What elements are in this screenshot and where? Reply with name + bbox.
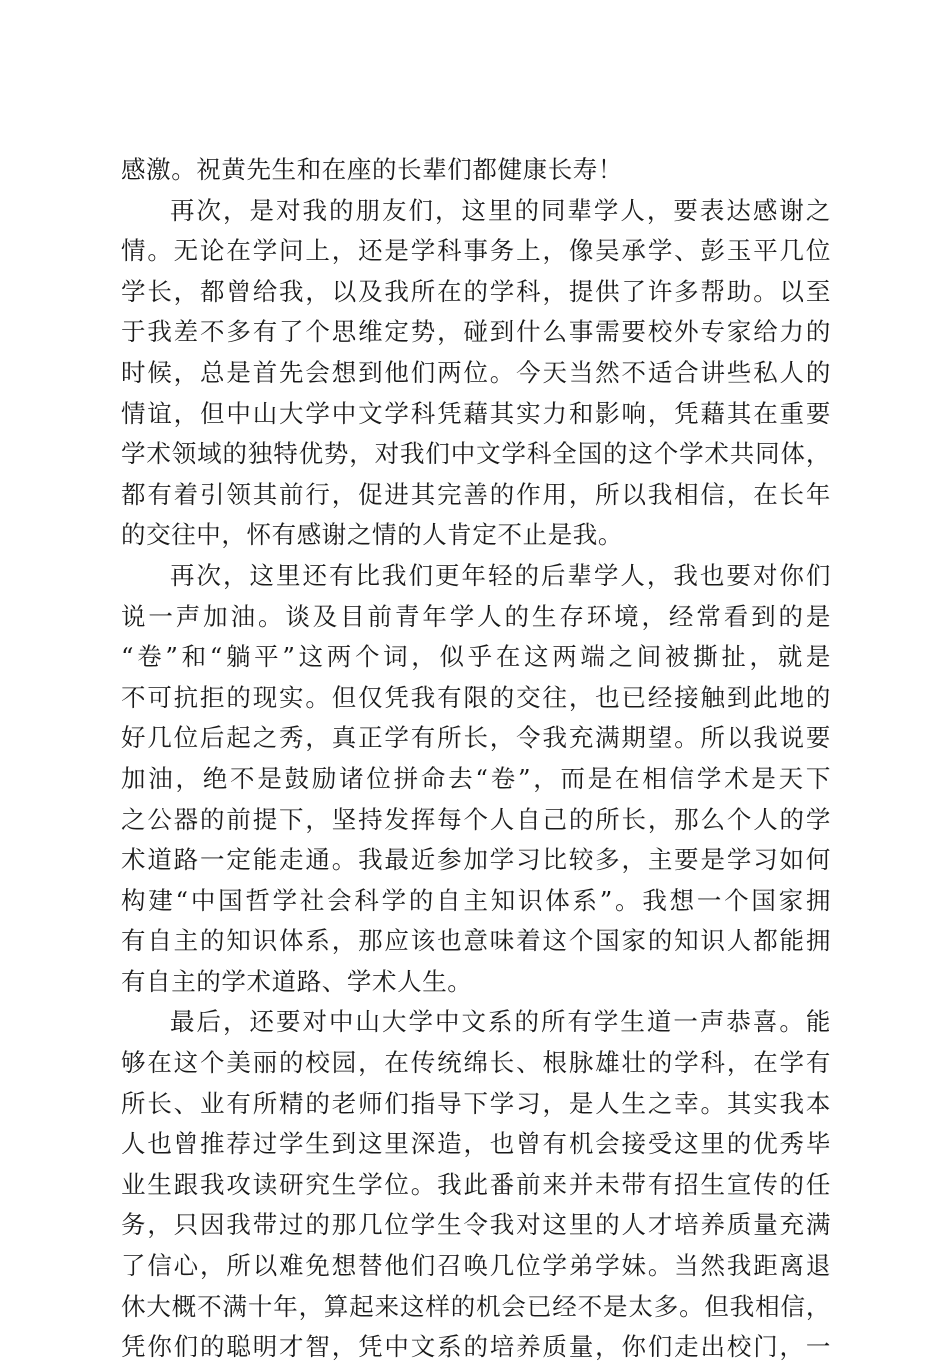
text-line: 于我差不多有了个思维定势，碰到什么事需要校外专家给力的 (121, 317, 831, 347)
text-line: 之公器的前提下，坚持发挥每个人自己的所长，那么个人的学 (121, 804, 831, 834)
text-line: 学长，都曾给我，以及我所在的学科，提供了许多帮助。以至 (121, 276, 831, 306)
text-line: 不可抗拒的现实。但仅凭我有限的交往，也已经接触到此地的 (121, 682, 831, 712)
text-line: 学术领域的独特优势，对我们中文学科全国的这个学术共同体， (121, 439, 831, 469)
text-line: 都有着引领其前行，促进其完善的作用，所以我相信，在长年 (121, 479, 831, 509)
text-line: 务，只因我带过的那几位学生令我对这里的人才培养质量充满 (121, 1210, 831, 1240)
text-line: 加油，绝不是鼓励诸位拼命去“卷”，而是在相信学术是天下 (121, 763, 831, 793)
text-line: 够在这个美丽的校园，在传统绵长、根脉雄壮的学科，在学有 (121, 1048, 831, 1078)
text-line: 时候，总是首先会想到他们两位。今天当然不适合讲些私人的 (121, 357, 831, 387)
text-line: “卷”和“躺平”这两个词，似乎在这两端之间被撕扯，就是 (121, 642, 831, 672)
text-line: 了信心，所以难免想替他们召唤几位学弟学妹。当然我距离退 (121, 1251, 831, 1281)
text-line: 感激。祝黄先生和在座的长辈们都健康长寿！ (121, 155, 623, 184)
text-line: 构建“中国哲学社会科学的自主知识体系”。我想一个国家拥 (121, 885, 831, 915)
text-line: 术道路一定能走通。我最近参加学习比较多，主要是学习如何 (121, 845, 831, 875)
body-text (121, 150, 831, 1368)
text-line: 人也曾推荐过学生到这里深造，也曾有机会接受这里的优秀毕 (121, 1129, 831, 1159)
text-line: 的交往中，怀有感谢之情的人肯定不止是我。 (121, 520, 623, 550)
text-line: 说一声加油。谈及目前青年学人的生存环境，经常看到的是 (121, 601, 831, 631)
text-line: 情。无论在学问上，还是学科事务上，像吴承学、彭玉平几位 (121, 236, 831, 266)
text-line: 所长、业有所精的老师们指导下学习，是人生之幸。其实我本 (121, 1088, 831, 1118)
text-line: 业生跟我攻读研究生学位。我此番前来并未带有招生宣传的任 (121, 1169, 831, 1199)
text-line: 情谊，但中山大学中文学科凭藉其实力和影响，凭藉其在重要 (121, 398, 831, 428)
paragraph-start-line: 最后，还要对中山大学中文系的所有学生道一声恭喜。能 (170, 1007, 831, 1037)
paragraph-start-line: 再次，这里还有比我们更年轻的后辈学人，我也要对你们 (170, 560, 831, 590)
text-line: 有自主的知识体系，那应该也意味着这个国家的知识人都能拥 (121, 926, 831, 956)
text-line: 休大概不满十年，算起来这样的机会已经不是太多。但我相信， (121, 1291, 831, 1321)
text-line: 凭你们的聪明才智，凭中文系的培养质量，你们走出校门，一 (121, 1332, 831, 1362)
text-line: 有自主的学术道路、学术人生。 (121, 966, 473, 996)
paragraph-start-line: 再次，是对我的朋友们，这里的同辈学人，要表达感谢之 (170, 195, 831, 225)
text-line: 好几位后起之秀，真正学有所长，令我充满期望。所以我说要 (121, 723, 831, 753)
